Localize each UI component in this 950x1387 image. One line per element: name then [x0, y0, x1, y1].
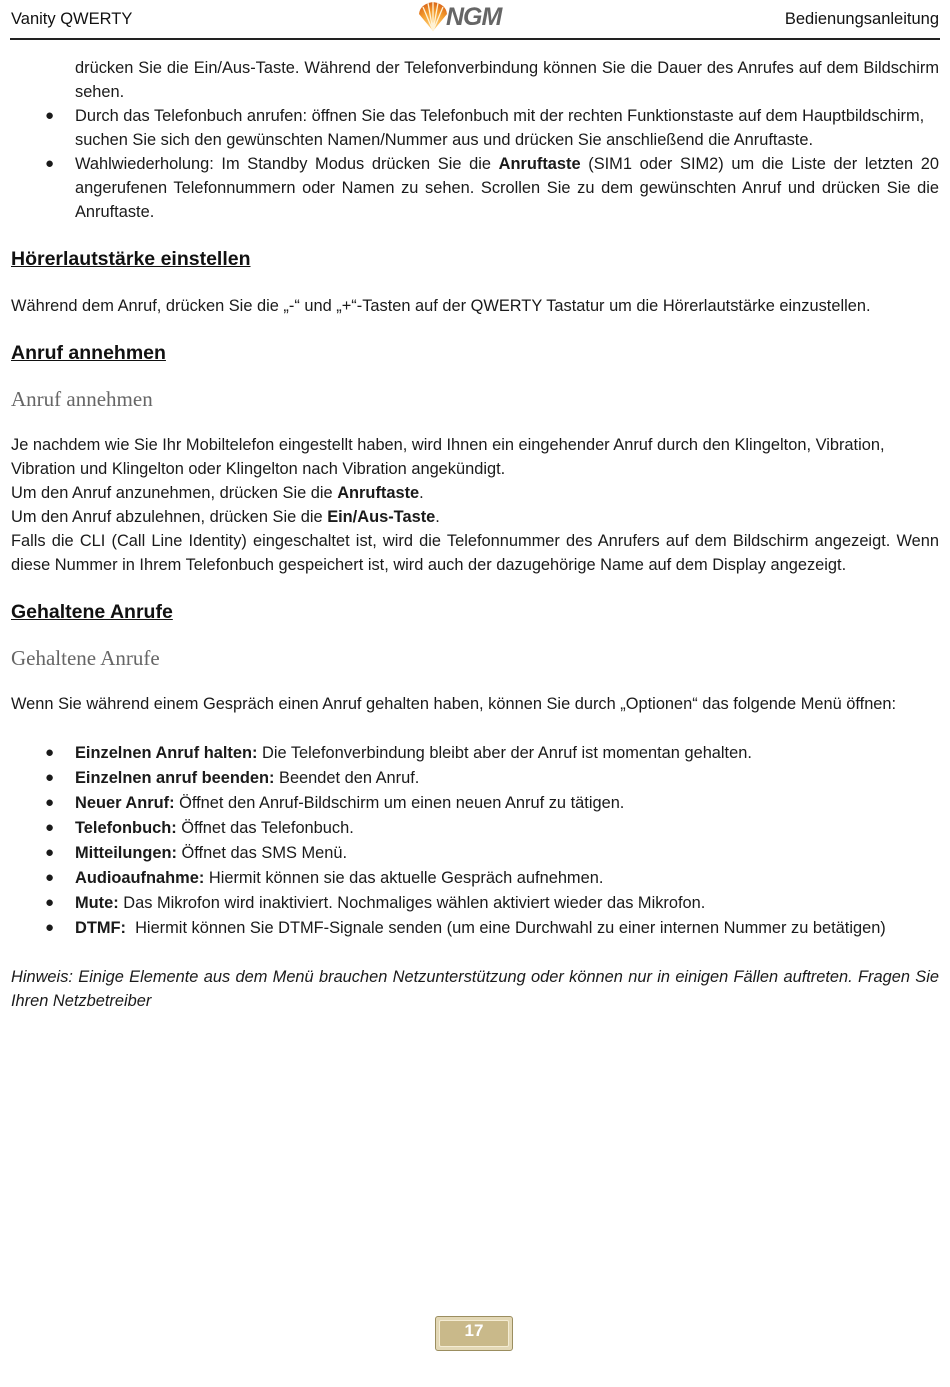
list-item: [11, 816, 939, 841]
ngm-shell-icon: [416, 0, 450, 34]
header-product-name: Vanity QWERTY: [11, 10, 133, 28]
intro-bullet-list: [11, 104, 939, 224]
bullet-icon: ●: [45, 844, 55, 861]
page-number-badge: [435, 1316, 513, 1351]
list-item-bold: Anruftaste: [498, 155, 581, 173]
bullet-icon: ●: [45, 769, 55, 786]
list-item-text: Wahlwiederholung: Im Standby Modus drücken Sie die: [75, 155, 499, 173]
note-paragraph: Hinweis: Einige Elemente aus dem Menü brauchen Netzunterstützung oder können nur in einigen Fällen auftreten. Fragen Sie Ihren Netzbetreiber: [11, 968, 939, 1010]
list-item-term: Telefonbuch:: [75, 819, 177, 837]
answer-paragraph-2: [11, 481, 939, 505]
list-item-text: (SIM1 oder SIM2) um die Liste der letzten 20 angerufenen Telefonnummern oder Namen zu sehen. Scrollen Sie zu dem gewünschten Anruf und drücken Sie die Anruftaste.: [75, 155, 939, 221]
list-item-term: Mute:: [75, 894, 119, 912]
held-calls-menu-list: [11, 741, 939, 940]
bullet-icon: ●: [45, 819, 55, 836]
volume-paragraph: Während dem Anruf, drücken Sie die „-“ und „+“-Tasten auf der QWERTY Tastatur um die Hörerlautstärke einzustellen.: [11, 297, 871, 315]
header-doc-title: Bedienungsanleitung: [784, 10, 939, 28]
list-item-desc: Die Telefonverbindung bleibt aber der Anruf ist momentan gehalten.: [257, 744, 752, 762]
bullet-icon: ●: [45, 894, 55, 911]
heading-held-calls: Gehaltene Anrufe: [11, 601, 173, 623]
list-item: [11, 841, 939, 866]
bold-run: Anruftaste: [337, 484, 420, 502]
list-item-term: Einzelnen anruf beenden:: [75, 769, 275, 787]
list-item-desc: Öffnet das Telefonbuch.: [176, 819, 354, 837]
list-item: [11, 891, 939, 916]
answer-paragraph-4: Falls die CLI (Call Line Identity) eingeschaltet ist, wird die Telefonnummer des Anrufers auf dem Bildschirm angezeigt. Wenn diese Nummer in Ihrem Telefonbuch gespeichert ist, wird auch der dazugehörige Name auf dem Display angezeigt.: [11, 532, 939, 574]
list-item-desc: Öffnet das SMS Menü.: [176, 844, 348, 862]
list-item: [11, 104, 939, 152]
page-number: 17: [464, 1321, 484, 1340]
list-item: [11, 866, 939, 891]
text-run: Um den Anruf abzulehnen, drücken Sie die: [11, 508, 328, 526]
answer-paragraph-1: Je nachdem wie Sie Ihr Mobiltelefon eingestellt haben, wird Ihnen ein eingehender Anruf durch den Klingelton, Vibration, Vibration und Klingelton oder Klingelton nach Vibration angekündigt.: [11, 436, 885, 478]
text-run: Um den Anruf anzunehmen, drücken Sie die: [11, 484, 338, 502]
bullet-icon: ●: [45, 155, 55, 172]
logo-wordmark: NGM: [446, 3, 502, 31]
list-item-term: Neuer Anruf:: [75, 794, 175, 812]
page-header: [10, 3, 940, 40]
heading-volume: Hörerlautstärke einstellen: [11, 248, 251, 270]
bullet-icon: ●: [45, 919, 55, 936]
answer-paragraph-3: [11, 505, 939, 529]
page-content: [11, 56, 939, 1013]
list-item-desc: Das Mikrofon wird inaktiviert. Nochmaliges wählen aktiviert wieder das Mikrofon.: [118, 894, 706, 912]
list-item-desc: Öffnet den Anruf-Bildschirm um einen neuen Anruf zu tätigen.: [174, 794, 625, 812]
held-calls-intro: Wenn Sie während einem Gespräch einen Anruf gehalten haben, können Sie durch „Optionen“ das folgende Menü öffnen:: [11, 695, 897, 713]
bullet-icon: ●: [45, 869, 55, 886]
list-item: [11, 741, 939, 766]
text-run: .: [419, 484, 424, 502]
list-item-text: Durch das Telefonbuch anrufen: öffnen Sie das Telefonbuch mit der rechten Funktionstaste auf dem Hauptbildschirm, suchen Sie sich den gewünschten Namen/Nummer aus und drücken Sie anschließend die Anruftaste.: [75, 107, 925, 149]
list-item-term: Audioaufnahme:: [75, 869, 205, 887]
ngm-logo: [416, 0, 526, 36]
text-run: .: [435, 508, 440, 526]
list-item-term: Einzelnen Anruf halten:: [75, 744, 258, 762]
continued-paragraph: drücken Sie die Ein/Aus-Taste. Während der Telefonverbindung können Sie die Dauer des Anrufes auf dem Bildschirm sehen.: [75, 59, 939, 101]
list-item: [11, 791, 939, 816]
list-item-desc: Beendet den Anruf.: [274, 769, 420, 787]
bullet-icon: ●: [45, 107, 55, 124]
list-item-term: Mitteilungen:: [75, 844, 177, 862]
list-item-desc: Hiermit können Sie DTMF-Signale senden (um eine Durchwahl zu einer internen Nummer zu betätigen): [125, 919, 886, 937]
list-item: [11, 152, 939, 224]
bold-run: Ein/Aus-Taste: [327, 508, 436, 526]
bullet-icon: ●: [45, 744, 55, 761]
list-item: [11, 916, 939, 940]
bullet-icon: ●: [45, 794, 55, 811]
subheading-held-calls: Gehaltene Anrufe: [11, 646, 160, 670]
list-item: [11, 766, 939, 791]
heading-answer-call: Anruf annehmen: [11, 342, 166, 364]
subheading-answer-call: Anruf annehmen: [11, 387, 153, 411]
list-item-desc: Hiermit können sie das aktuelle Gespräch aufnehmen.: [204, 869, 604, 887]
list-item-term: DTMF:: [75, 919, 126, 937]
